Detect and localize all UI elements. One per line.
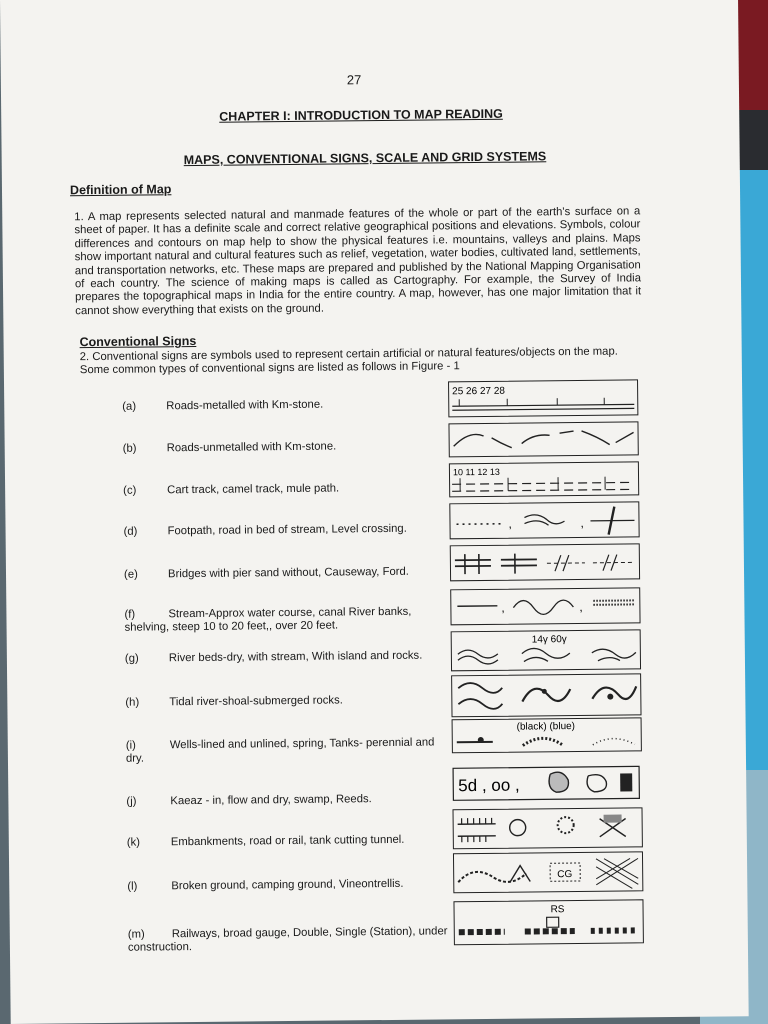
- sign-row-j: [126, 792, 456, 809]
- sign-text: Embankments, road or rail, tank cutting tunnel.: [170, 833, 405, 849]
- sign-label: (j): [126, 795, 137, 808]
- sign-row-d: [124, 522, 454, 539]
- page-number: 27: [346, 72, 362, 88]
- sign-text: Bridges with pier sand without, Causeway, Ford.: [167, 565, 409, 581]
- sign-text: Kaeaz - in, flow and dry, swamp, Reeds.: [170, 793, 372, 808]
- symbol-annotation: (black) (blue): [516, 721, 576, 733]
- sign-label: (d): [123, 525, 138, 538]
- symbol-roads-metalled: [448, 379, 638, 417]
- definition-heading: Definition of Map: [69, 182, 172, 198]
- sign-label: (k): [126, 836, 141, 849]
- symbol-annotation: 14γ 60γ: [531, 634, 567, 646]
- sign-row-g: [125, 649, 455, 666]
- symbol-railways: [453, 899, 643, 945]
- sign-text: Cart track, camel track, mule path.: [167, 482, 340, 497]
- sign-text: Roads-unmetalled with Km-stone.: [166, 440, 337, 455]
- sign-label: (i): [125, 739, 136, 752]
- symbol-wells: [452, 717, 642, 753]
- sign-row-f: [124, 605, 444, 635]
- symbol-footpath: [449, 501, 639, 539]
- sign-label: (a): [122, 400, 137, 413]
- sign-label: (m): [127, 928, 145, 941]
- sign-label: (c): [123, 484, 137, 497]
- sign-text: Stream-Approx water course, canal River banks, shelving, steep 10 to 20 feet,, over 20 feet.: [124, 605, 412, 635]
- sign-row-b: [123, 439, 453, 456]
- sign-row-m: [128, 925, 453, 955]
- sign-text: Broken ground, camping ground, Vineontrellis.: [171, 877, 404, 893]
- sign-row-h: [125, 693, 455, 710]
- symbol-annotation: RS: [550, 904, 565, 916]
- sign-row-c: [123, 481, 453, 498]
- sign-label: (h): [125, 696, 140, 709]
- chapter-title: CHAPTER I: INTRODUCTION TO MAP READING: [219, 106, 503, 124]
- symbol-embankments: [452, 807, 642, 849]
- symbol-broken-ground: [453, 851, 643, 893]
- svg-text:,: ,: [579, 599, 583, 614]
- definition-paragraph: 1. A map represents selected natural and manmade features of the whole or part of the earth's surface on a sheet of paper. It has a definite scale and correct relative geographical positions and elevations. Symbols, colour differences and contours on map help to show the physical features i.e. mountains, valleys and plains. Maps show important natural and cultural features such as relief, vegetation, water bodies, cultivated land, settlements, and transportation networks, etc. These maps are prepared and published by the National Mapping Organisation of each country. The science of making maps is called as Cartography. For example, the Survey of India prepares the topographical maps in India for the entire country. A map, however, has one major limitation that it cannot show everything that exists on the ground.: [74, 205, 642, 318]
- symbol-kareez: [452, 765, 640, 801]
- svg-text:,: ,: [501, 600, 505, 615]
- sign-label: (l): [127, 880, 138, 893]
- symbol-annotation: 10 11 12 13: [452, 466, 500, 478]
- sign-label: (e): [123, 568, 138, 581]
- symbol-tidal-river: [451, 673, 641, 717]
- section-title: MAPS, CONVENTIONAL SIGNS, SCALE AND GRID SYSTEMS: [183, 149, 547, 168]
- sign-text: Railways, broad gauge, Double, Single (Station), under construction.: [127, 925, 448, 955]
- symbol-annotation: 5d , oo ,: [458, 775, 520, 796]
- sign-row-l: [127, 877, 457, 894]
- sign-text: Wells-lined and unlined, spring, Tanks- perennial and dry.: [125, 736, 435, 766]
- sign-text: Roads-metalled with Km-stone.: [166, 398, 324, 413]
- symbol-bridges: [450, 543, 640, 581]
- svg-text:,: ,: [580, 515, 584, 530]
- sign-row-e: [124, 565, 454, 582]
- sign-label: (g): [124, 652, 139, 665]
- conventional-signs-heading: Conventional Signs: [79, 333, 197, 350]
- sign-row-i: [126, 736, 451, 766]
- sign-row-a: [122, 397, 452, 414]
- sign-text: River beds-dry, with stream, With island and rocks.: [168, 649, 423, 665]
- symbol-roads-unmetalled: [448, 421, 638, 457]
- symbol-annotation: CG: [557, 869, 573, 881]
- sign-label: (f): [124, 608, 136, 621]
- symbol-stream: [450, 587, 640, 625]
- symbol-river-beds: [451, 629, 641, 671]
- symbol-annotation: 25 26 27 28: [452, 385, 506, 398]
- sign-text: Footpath, road in bed of stream, Level crossing.: [167, 522, 407, 538]
- sign-label: (b): [122, 442, 137, 455]
- symbol-cart-track: [449, 461, 639, 497]
- conventional-paragraph: 2. Conventional signs are symbols used to represent certain artificial or natural features/objects on the map. Some common types of conventional signs are listed as follows in Figure - 1: [79, 345, 618, 377]
- sign-row-k: [127, 833, 457, 850]
- svg-text:,: ,: [508, 516, 512, 531]
- sign-text: Tidal river-shoal-submerged rocks.: [169, 694, 343, 709]
